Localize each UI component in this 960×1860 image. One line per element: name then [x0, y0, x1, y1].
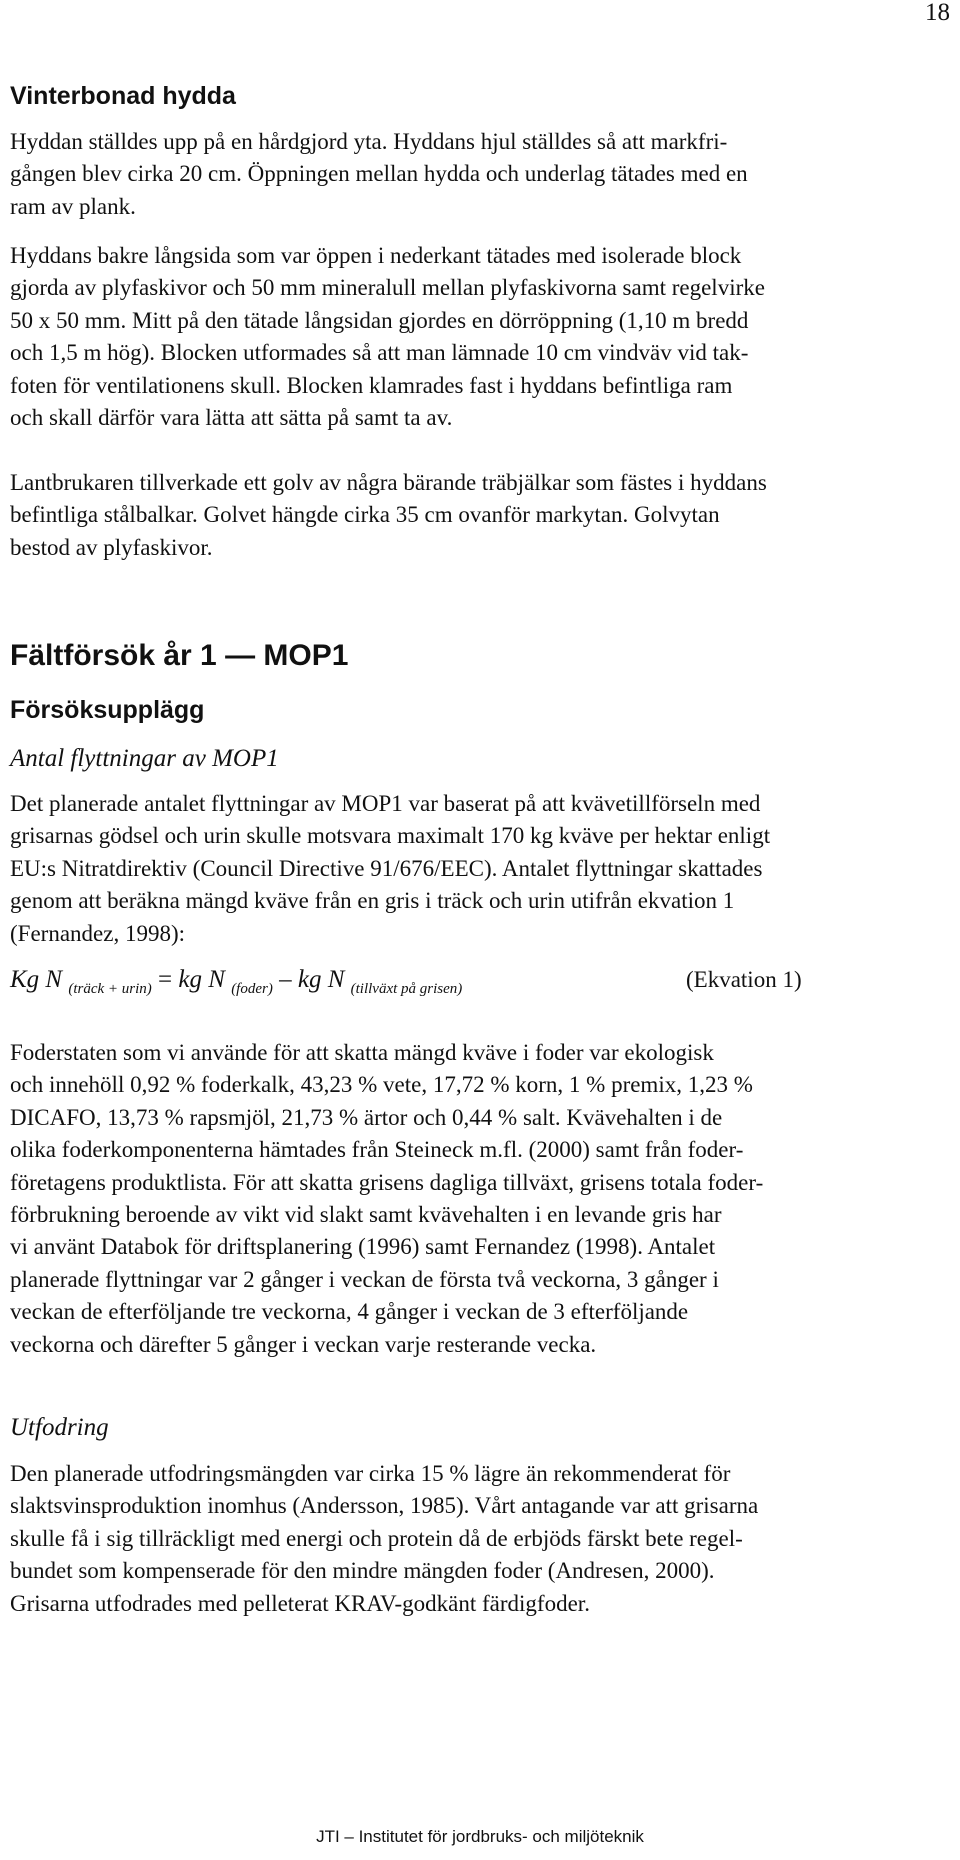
text-line: Hyddans bakre långsida som var öppen i nederkant tätades med isolerade block [10, 243, 742, 268]
text-line: grisarnas gödsel och urin skulle motsvara maximalt 170 kg kväve per hektar enligt [10, 823, 771, 849]
subsection-heading-antal-flyttningar: Antal flyttningar av MOP1 [10, 745, 279, 772]
text-line: ram av plank. [10, 193, 136, 219]
equation-term: kg N [297, 966, 351, 993]
equation-term: Kg N [10, 966, 69, 993]
paragraph [10, 1458, 950, 1620]
text-line: och innehöll 0,92 % foderkalk, 43,23 % vete, 17,72 % korn, 1 % premix, 1,23 % [10, 1072, 753, 1098]
text-line: veckan de efterföljande tre veckorna, 4 gånger i veckan de 3 efterföljande [10, 1299, 689, 1325]
paragraph [10, 467, 950, 564]
text-line: bestod av plyfaskivor. [10, 534, 213, 560]
text-line: (Fernandez, 1998): [10, 920, 185, 946]
equation-operator: = [151, 966, 179, 993]
text-line: gången blev cirka 20 cm. Öppningen mellan hydda och underlag tätades med en [10, 161, 748, 187]
text-line: befintliga stålbalkar. Golvet hängde cirka 35 cm ovanför markytan. Golvytan [10, 502, 720, 528]
equation-term: kg N [178, 966, 232, 993]
text-line: Lantbrukaren tillverkade ett golv av några bärande träbjälkar som fästes i hyddans [10, 470, 767, 495]
section-heading-forsoksupplagg: Försöksupplägg [10, 696, 205, 724]
text-line: Hyddan ställdes upp på en hårdgjord yta. Hyddans hjul ställdes så att markfri- [10, 129, 728, 154]
paragraph [10, 126, 950, 223]
text-line: 50 x 50 mm. Mitt på den tätade långsidan gjordes en dörröppning (1,10 m bredd [10, 307, 749, 333]
equation-1 [10, 964, 462, 1005]
text-line: gjorda av plyfaskivor och 50 mm mineralull mellan plyfaskivorna samt regelvirke [10, 275, 765, 301]
equation-operator: – [272, 966, 298, 993]
text-line: veckorna och därefter 5 gånger i veckan varje resterande vecka. [10, 1331, 597, 1357]
equation-subscript: (foder) [231, 981, 273, 997]
text-line: slaktsvinsproduktion inomhus (Andersson, 1985). Vårt antagande var att grisarna [10, 1493, 759, 1519]
text-line: vi använt Databok för driftsplanering (1996) samt Fernandez (1998). Antalet [10, 1234, 716, 1260]
text-line: DICAFO, 13,73 % rapsmjöl, 21,73 % ärtor och 0,44 % salt. Kvävehalten i de [10, 1104, 723, 1130]
paragraph [10, 240, 950, 434]
section-heading-vinterbonad-hydda: Vinterbonad hydda [10, 82, 236, 110]
equation-label: (Ekvation 1) [686, 967, 802, 992]
page-footer: JTI – Institutet för jordbruks- och miljöteknik [316, 1827, 644, 1846]
text-line: och skall därför vara lätta att sätta på samt ta av. [10, 405, 453, 431]
chapter-heading: Fältförsök år 1 — MOP1 [10, 639, 349, 672]
text-line: olika foderkomponenterna hämtades från Steineck m.fl. (2000) samt från foder- [10, 1137, 744, 1163]
text-line: företagens produktlista. För att skatta grisens dagliga tillväxt, grisens totala foder- [10, 1169, 764, 1195]
text-line: foten för ventilationens skull. Blocken klamrades fast i hyddans befintliga ram [10, 372, 733, 398]
paragraph [10, 788, 950, 950]
text-line: EU:s Nitratdirektiv (Council Directive 91/676/EEC). Antalet flyttningar skattades [10, 855, 763, 881]
subsection-heading-utfodring: Utfodring [10, 1414, 109, 1441]
text-line: planerade flyttningar var 2 gånger i veckan de första två veckorna, 3 gånger i [10, 1266, 719, 1292]
text-line: Den planerade utfodringsmängden var cirka 15 % lägre än rekommenderat för [10, 1461, 731, 1486]
page-number: 18 [925, 0, 950, 26]
text-line: förbrukning beroende av vikt vid slakt samt kvävehalten i en levande gris har [10, 1202, 722, 1228]
equation-subscript: (tillväxt på grisen) [350, 981, 463, 997]
text-line: och 1,5 m hög). Blocken utformades så att man lämnade 10 cm vindväv vid tak- [10, 340, 749, 366]
text-line: skulle få i sig tillräckligt med energi och protein då de erbjöds färskt bete regel- [10, 1525, 743, 1551]
text-line: Grisarna utfodrades med pelleterat KRAV-godkänt färdigfoder. [10, 1590, 590, 1616]
equation-subscript: (träck + urin) [68, 981, 152, 997]
paragraph [10, 1037, 950, 1361]
text-line: Det planerade antalet flyttningar av MOP1 var baserat på att kvävetillförseln med [10, 791, 761, 816]
text-line: Foderstaten som vi använde för att skatta mängd kväve i foder var ekologisk [10, 1040, 714, 1065]
text-line: genom att beräkna mängd kväve från en gris i träck och urin utifrån ekvation 1 [10, 888, 735, 914]
text-line: bundet som kompenserade för den mindre mängden foder (Andresen, 2000). [10, 1558, 715, 1584]
